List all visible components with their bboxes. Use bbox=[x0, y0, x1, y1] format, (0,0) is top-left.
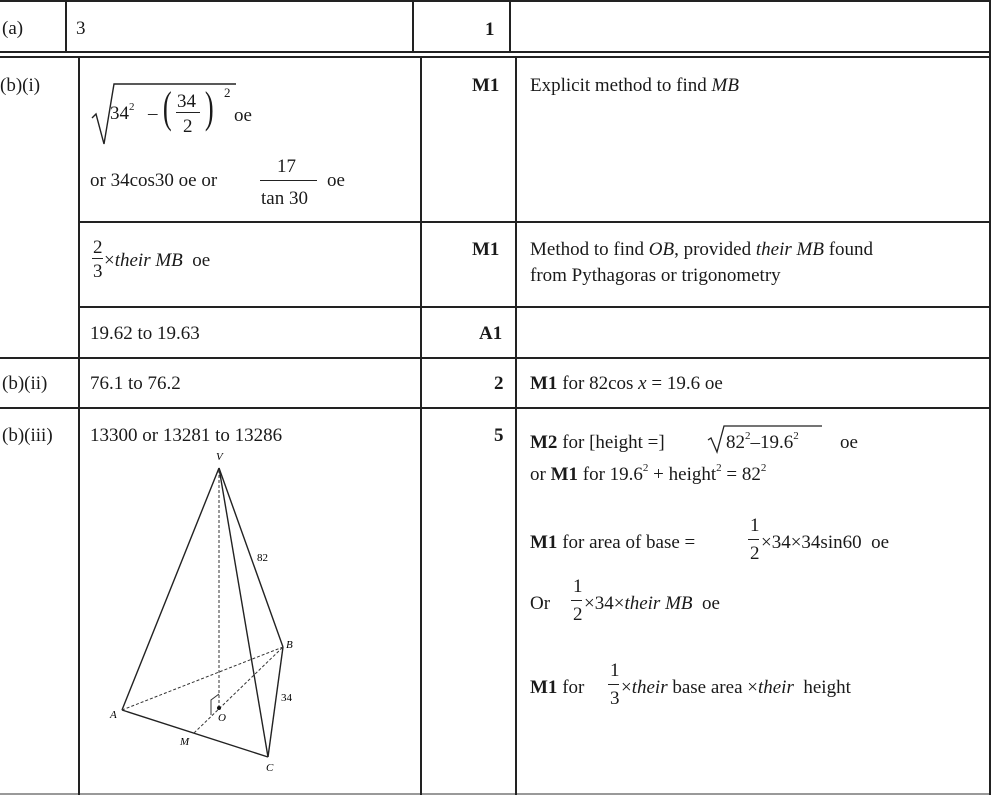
mark-a: 1 bbox=[485, 19, 495, 40]
oe-label: oe bbox=[234, 105, 252, 126]
g3-frac-bar bbox=[748, 539, 759, 540]
pyramid-diagram bbox=[80, 450, 420, 780]
right-paren: ) bbox=[204, 83, 214, 132]
g5-frac-den: 3 bbox=[610, 688, 620, 709]
step2-frac-den: 3 bbox=[93, 261, 103, 282]
guidance-bii: M1 for 82cos x = 19.6 oe bbox=[530, 373, 723, 394]
paren-exponent: 2 bbox=[224, 85, 231, 100]
minus-sign: – bbox=[148, 103, 158, 124]
guidance-biii-or: Or bbox=[530, 593, 551, 614]
table-border-top bbox=[0, 0, 991, 2]
mark-bi-3: A1 bbox=[479, 323, 503, 344]
answer-bi-3: 19.62 to 19.63 bbox=[90, 323, 200, 344]
label-b: B bbox=[286, 639, 293, 651]
guidance-biii-area: M1 for area of base = bbox=[530, 532, 696, 553]
guidance-bi-2-line2: from Pythagoras or trigonometry bbox=[530, 265, 781, 286]
row-divider bbox=[0, 357, 991, 359]
col-divider bbox=[65, 0, 67, 52]
label-m: M bbox=[180, 736, 190, 748]
step2-frac-num: 2 bbox=[93, 237, 103, 258]
guidance-root-content: $82^2-19.6^2$ bbox=[726, 430, 799, 453]
guidance-bi-2-line1: Method to find OB, provided their MB found bbox=[530, 239, 874, 260]
part-label-bii: (b)(ii) bbox=[2, 373, 48, 394]
fraction-den: 2 bbox=[183, 116, 193, 137]
g5-frac-num: 1 bbox=[610, 660, 620, 681]
answer-bi-alt-text: or 34cos30 oe or bbox=[90, 170, 218, 191]
row-divider bbox=[0, 407, 991, 409]
row-divider bbox=[0, 51, 991, 53]
row-divider bbox=[78, 306, 991, 308]
part-label-biii: (b)(iii) bbox=[2, 425, 53, 446]
root-base: $34^2$ bbox=[110, 101, 135, 124]
g4-rest: ×34×their MB oe bbox=[584, 593, 720, 614]
col-divider bbox=[515, 56, 517, 795]
edge-vb bbox=[219, 468, 283, 647]
answer-bi-2: ×their MB oe bbox=[104, 250, 211, 271]
mark-bii: 2 bbox=[494, 373, 504, 394]
label-v: V bbox=[216, 451, 223, 463]
row-divider bbox=[78, 221, 991, 223]
edge-ac bbox=[122, 710, 268, 757]
guidance-biii-volume: M1 for bbox=[530, 677, 585, 698]
mark-bi-2: M1 bbox=[472, 239, 500, 260]
label-o: O bbox=[218, 712, 226, 724]
median-mb-hidden bbox=[194, 647, 283, 733]
part-label-bi: (b)(i) bbox=[0, 75, 41, 96]
guidance-bi-1: Explicit method to find MB bbox=[530, 75, 739, 96]
col-divider bbox=[412, 0, 414, 52]
alt-oe: oe bbox=[327, 170, 345, 191]
edge-vc bbox=[219, 468, 268, 757]
left-paren: ( bbox=[162, 83, 172, 132]
alt-frac-bar bbox=[260, 180, 317, 181]
row-divider bbox=[0, 56, 991, 58]
col-divider bbox=[509, 0, 511, 52]
answer-bi-root-expression bbox=[90, 80, 290, 148]
mark-biii: 5 bbox=[494, 425, 504, 446]
label-a: A bbox=[110, 709, 117, 721]
guidance-root-oe: oe bbox=[840, 432, 858, 453]
guidance-biii-or-m1: or M1 for 19.6$^2$ + height$^2$ = $82^2$ bbox=[530, 462, 767, 485]
step2-frac-bar bbox=[92, 258, 103, 259]
g5-frac-bar bbox=[608, 684, 619, 685]
guidance-biii-m2: M2 for [height =] bbox=[530, 432, 665, 453]
answer-a: 3 bbox=[76, 18, 86, 39]
g4-frac-bar bbox=[571, 600, 582, 601]
mark-bi-1: M1 bbox=[472, 75, 500, 96]
g4-frac-den: 2 bbox=[573, 604, 583, 625]
label-c: C bbox=[266, 762, 274, 774]
g5-rest: ×their base area ×their height bbox=[621, 677, 851, 698]
answer-biii: 13300 or 13281 to 13286 bbox=[90, 425, 283, 446]
g4-frac-num: 1 bbox=[573, 576, 583, 597]
answer-bii: 76.1 to 76.2 bbox=[90, 373, 181, 394]
g3-frac-den: 2 bbox=[750, 543, 760, 564]
edge-va bbox=[122, 468, 219, 710]
label-edge-82: 82 bbox=[257, 552, 268, 564]
col-divider bbox=[420, 56, 422, 795]
centroid-point bbox=[217, 706, 221, 710]
fraction-num: 34 bbox=[177, 91, 196, 112]
g3-frac-num: 1 bbox=[750, 515, 760, 536]
g3-rest: ×34×34sin60 oe bbox=[761, 532, 890, 553]
label-edge-34: 34 bbox=[281, 692, 292, 704]
alt-frac-den: tan 30 bbox=[261, 188, 308, 209]
alt-frac-num: 17 bbox=[277, 156, 296, 177]
part-label-a: (a) bbox=[2, 18, 24, 39]
